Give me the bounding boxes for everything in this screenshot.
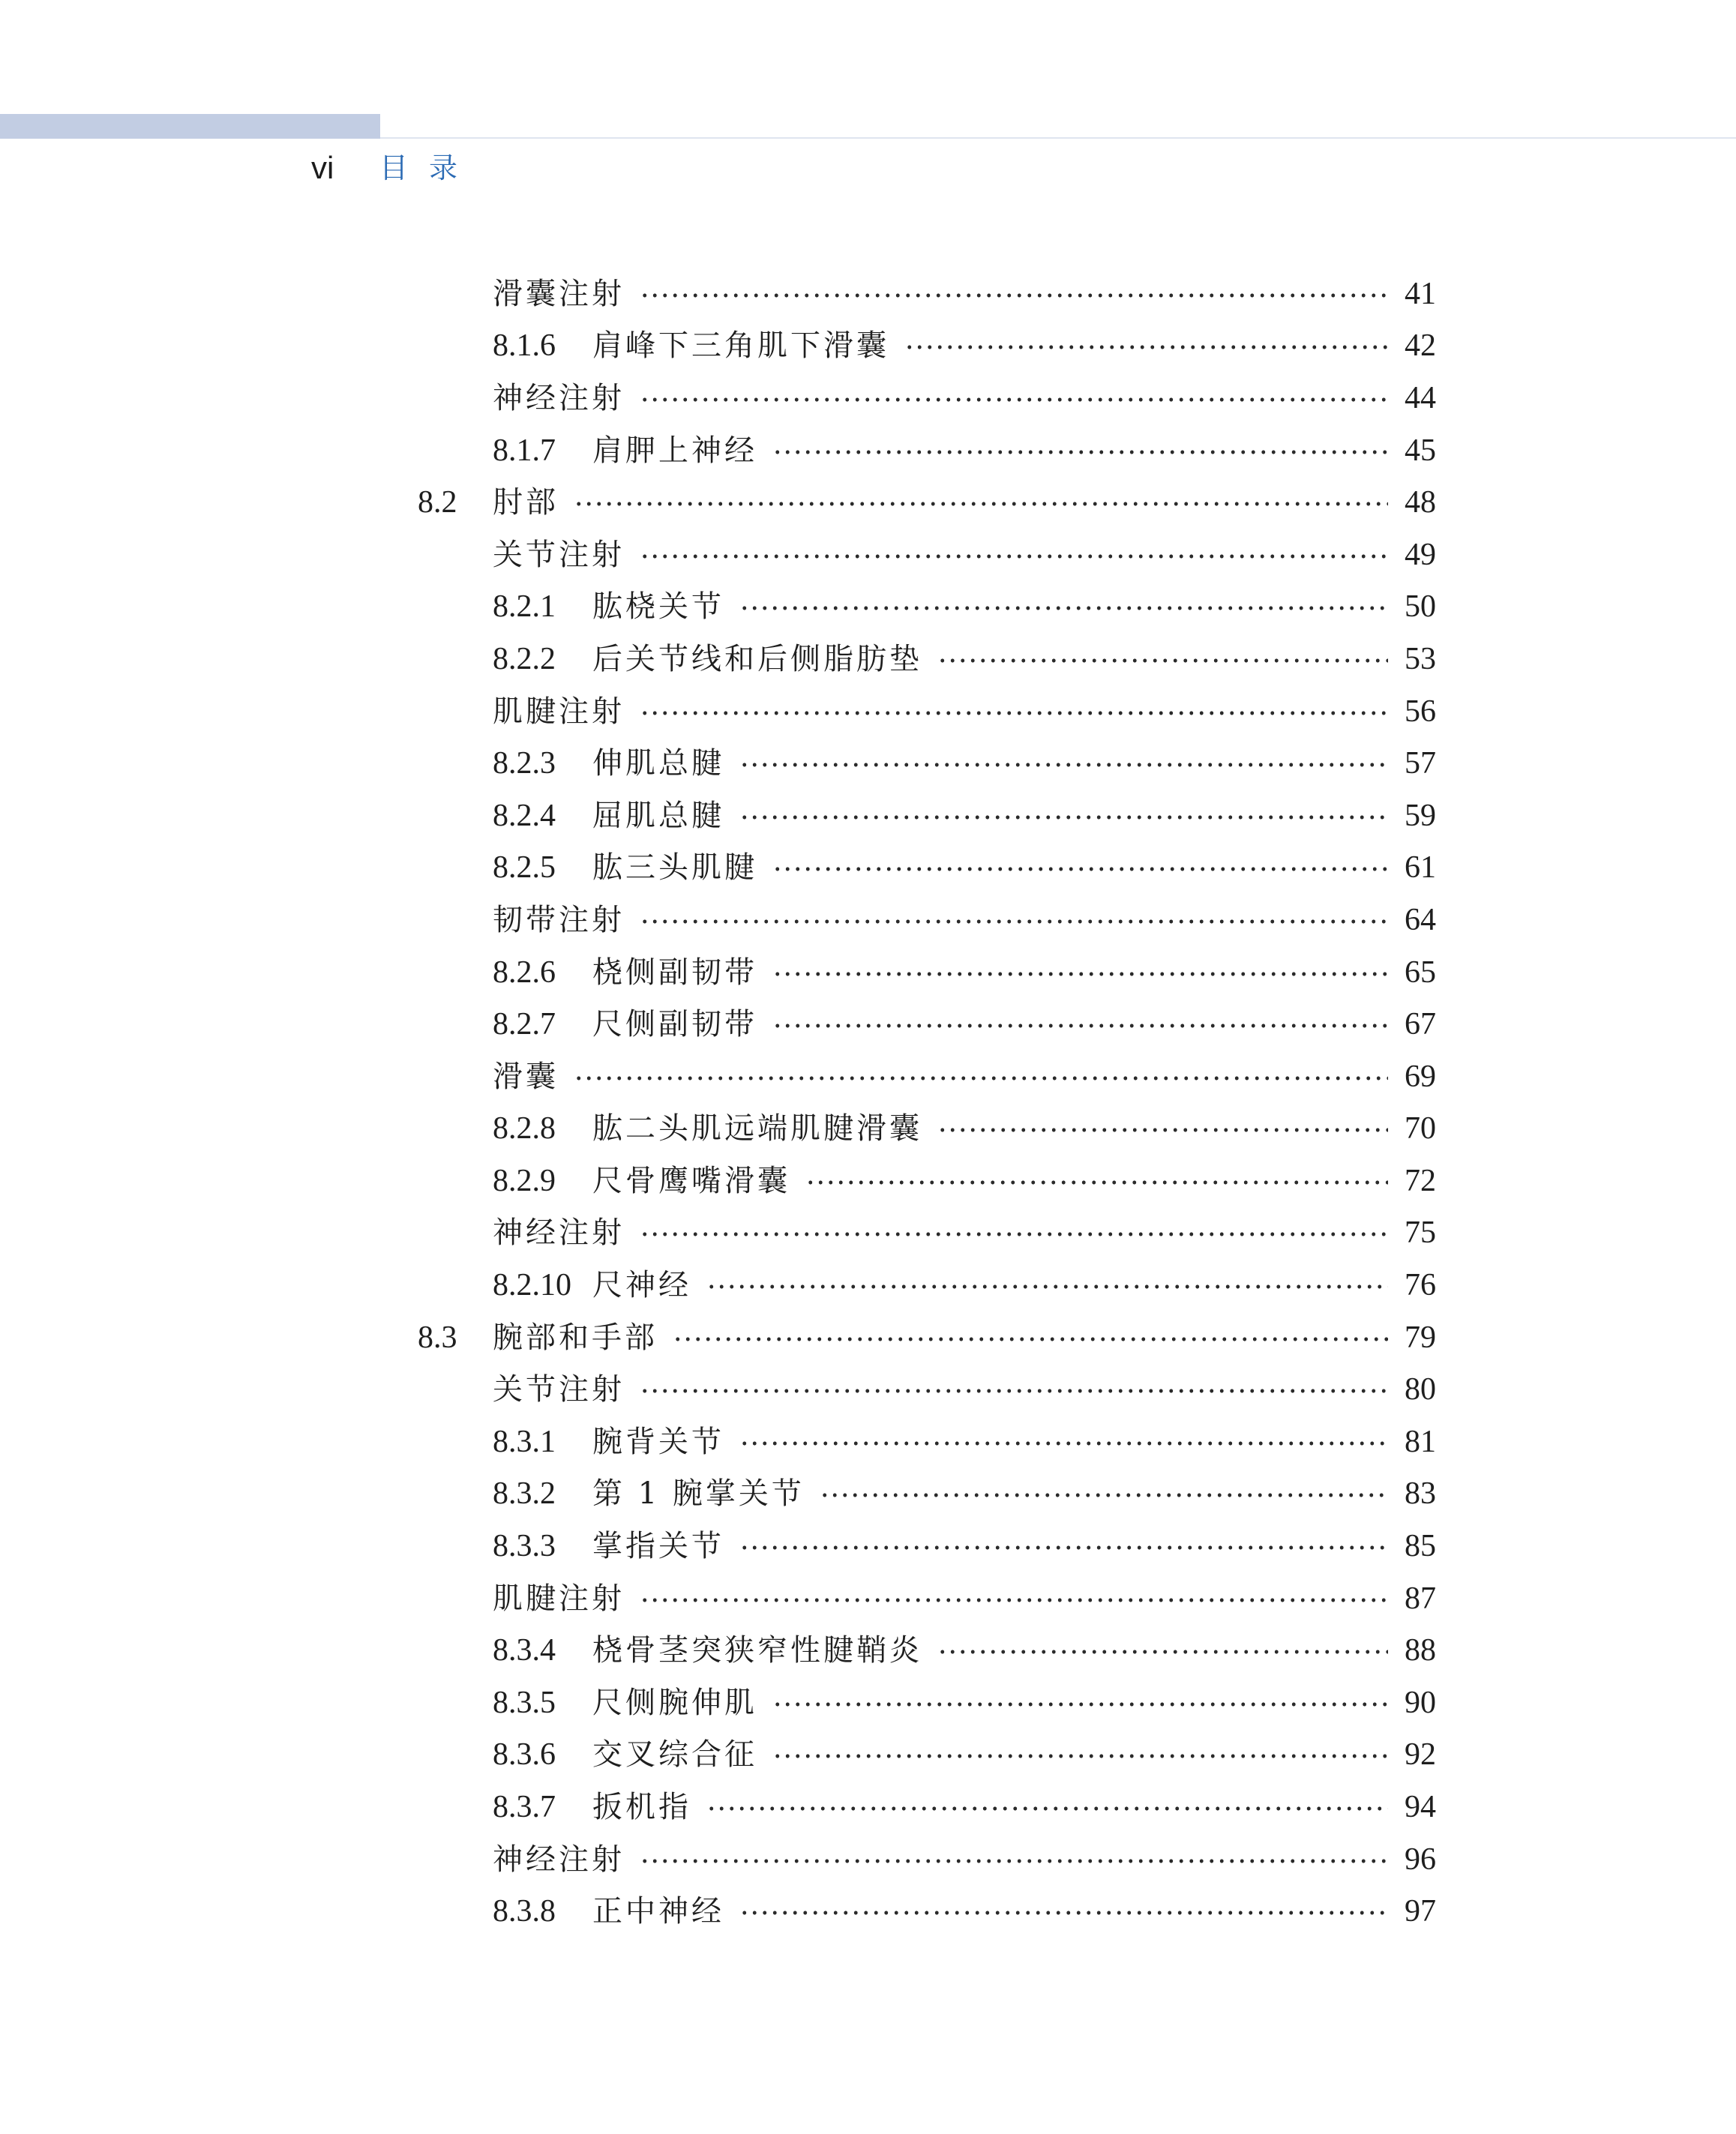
toc-entry-page: 53: [1405, 641, 1436, 676]
toc-entry-number: 8.2.1: [493, 589, 556, 625]
dot-leader: [805, 1180, 1388, 1185]
dot-leader: [640, 293, 1388, 298]
toc-entry-number: 8.3.3: [493, 1529, 556, 1564]
table-of-contents: [0, 268, 1736, 1938]
toc-entry-number: 8.3.2: [493, 1476, 556, 1512]
toc-entry-title: 韧带注射: [493, 902, 625, 937]
toc-entry-page: 76: [1405, 1268, 1436, 1303]
toc-entry[interactable]: [0, 1729, 1736, 1782]
page-number: vi: [311, 150, 334, 185]
toc-entry[interactable]: [0, 998, 1736, 1051]
toc-entry[interactable]: [0, 1624, 1736, 1677]
toc-entry[interactable]: [0, 790, 1736, 842]
toc-entry[interactable]: [0, 320, 1736, 373]
toc-entry-title: 滑囊: [493, 1059, 559, 1094]
toc-entry-title: 肘部: [493, 485, 559, 520]
toc-entry-page: 90: [1405, 1685, 1436, 1720]
toc-entry-page: 72: [1405, 1163, 1436, 1198]
toc-entry-title: 肌腱注射: [493, 1581, 625, 1616]
toc-entry-title: 伸肌总腱: [592, 746, 724, 781]
toc-entry-page: 41: [1405, 276, 1436, 311]
toc-entry[interactable]: [0, 1833, 1736, 1886]
toc-entry-title: 交叉综合征: [592, 1737, 757, 1773]
toc-entry-title: 桡侧副韧带: [592, 955, 757, 990]
toc-entry-number: 8.2.5: [493, 850, 556, 886]
toc-entry[interactable]: [0, 1207, 1736, 1260]
toc-entry-number: 8.3.7: [493, 1790, 556, 1825]
toc-entry-number: 8.2.6: [493, 955, 556, 990]
toc-entry[interactable]: [0, 372, 1736, 424]
dot-leader: [640, 919, 1388, 924]
toc-entry-page: 50: [1405, 589, 1436, 625]
toc-entry-title: 肱三头肌腱: [592, 850, 757, 886]
dot-leader: [772, 1702, 1388, 1707]
toc-entry-title: 神经注射: [493, 380, 625, 415]
toc-entry-title: 尺侧副韧带: [592, 1007, 757, 1042]
toc-entry-number: 8.2.3: [493, 746, 556, 781]
toc-entry[interactable]: [0, 1885, 1736, 1938]
toc-entry-title: 腕部和手部: [493, 1320, 658, 1355]
dot-leader: [937, 1650, 1388, 1654]
toc-entry[interactable]: [0, 737, 1736, 790]
dot-leader: [772, 1024, 1388, 1028]
dot-leader: [640, 397, 1388, 402]
toc-entry-page: 88: [1405, 1633, 1436, 1668]
toc-entry-page: 59: [1405, 798, 1436, 833]
toc-entry-title: 肩峰下三角肌下滑囊: [592, 328, 889, 364]
toc-entry-title: 肱二头肌远端肌腱滑囊: [592, 1111, 922, 1146]
toc-entry-page: 87: [1405, 1581, 1436, 1616]
toc-entry[interactable]: [0, 1468, 1736, 1521]
toc-entry-page: 56: [1405, 694, 1436, 729]
toc-entry[interactable]: [0, 1416, 1736, 1468]
toc-entry-page: 92: [1405, 1737, 1436, 1773]
toc-entry-page: 79: [1405, 1320, 1436, 1355]
toc-entry-title: 神经注射: [493, 1215, 625, 1251]
dot-leader: [640, 1598, 1388, 1602]
toc-entry-number: 8.3.4: [493, 1633, 556, 1668]
toc-entry[interactable]: [0, 842, 1736, 895]
toc-entry-number: 8.2.7: [493, 1007, 556, 1042]
toc-entry[interactable]: [0, 1103, 1736, 1155]
toc-entry[interactable]: [0, 268, 1736, 320]
toc-entry-page: 85: [1405, 1529, 1436, 1564]
toc-entry-title: 扳机指: [592, 1790, 691, 1825]
toc-entry-number: 8.3: [418, 1320, 457, 1355]
toc-entry-page: 97: [1405, 1894, 1436, 1929]
toc-entry[interactable]: [0, 476, 1736, 529]
toc-entry[interactable]: [0, 633, 1736, 685]
toc-entry-page: 96: [1405, 1842, 1436, 1877]
toc-entry-title: 尺侧腕伸肌: [592, 1685, 757, 1720]
toc-entry-title: 第 1 腕掌关节: [592, 1476, 805, 1512]
dot-leader: [739, 815, 1388, 820]
dot-leader: [772, 972, 1388, 976]
dot-leader: [640, 1232, 1388, 1236]
toc-entry-number: 8.2.9: [493, 1163, 556, 1198]
toc-entry-page: 70: [1405, 1111, 1436, 1146]
toc-entry-title: 桡骨茎突狭窄性腱鞘炎: [592, 1633, 922, 1668]
dot-leader: [772, 450, 1388, 454]
toc-entry[interactable]: [0, 1677, 1736, 1729]
toc-entry-title: 肌腱注射: [493, 694, 625, 729]
toc-entry-number: 8.3.8: [493, 1894, 556, 1929]
toc-entry-title: 滑囊注射: [493, 276, 625, 311]
dot-leader: [739, 606, 1388, 610]
toc-entry[interactable]: [0, 894, 1736, 946]
toc-entry[interactable]: [0, 1259, 1736, 1311]
toc-entry-title: 掌指关节: [592, 1529, 724, 1564]
dot-leader: [772, 1754, 1388, 1758]
toc-entry-title: 神经注射: [493, 1842, 625, 1877]
toc-entry-number: 8.1.7: [493, 433, 556, 468]
dot-leader: [706, 1284, 1388, 1289]
toc-entry-number: 8.3.1: [493, 1424, 556, 1459]
toc-entry[interactable]: [0, 946, 1736, 999]
toc-entry[interactable]: [0, 1311, 1736, 1364]
dot-leader: [772, 867, 1388, 871]
toc-entry[interactable]: [0, 1363, 1736, 1416]
toc-entry-number: 8.2.10: [493, 1268, 571, 1303]
dot-leader: [640, 1859, 1388, 1863]
dot-leader: [739, 1441, 1388, 1446]
toc-entry-page: 94: [1405, 1790, 1436, 1825]
toc-entry-number: 8.2: [418, 485, 457, 520]
toc-entry-title: 后关节线和后侧脂肪垫: [592, 641, 922, 676]
toc-entry-page: 69: [1405, 1059, 1436, 1094]
toc-entry-page: 75: [1405, 1215, 1436, 1251]
dot-leader: [673, 1337, 1388, 1341]
toc-entry[interactable]: [0, 529, 1736, 581]
toc-entry-title: 正中神经: [592, 1894, 724, 1929]
dot-leader: [706, 1806, 1388, 1811]
toc-entry-number: 8.3.5: [493, 1685, 556, 1720]
toc-entry-page: 64: [1405, 902, 1436, 937]
toc-entry-title: 关节注射: [493, 537, 625, 572]
toc-entry-title: 肱桡关节: [592, 589, 724, 625]
dot-leader: [739, 763, 1388, 767]
toc-entry[interactable]: [0, 685, 1736, 738]
dot-leader: [904, 345, 1388, 349]
toc-entry-title: 关节注射: [493, 1372, 625, 1407]
toc-entry-number: 8.2.8: [493, 1111, 556, 1146]
toc-entry-number: 8.2.4: [493, 798, 556, 833]
toc-entry-page: 49: [1405, 537, 1436, 572]
toc-entry[interactable]: [0, 1520, 1736, 1572]
toc-entry-page: 65: [1405, 955, 1436, 990]
toc-entry-title: 尺骨鹰嘴滑囊: [592, 1163, 790, 1198]
toc-entry-title: 肩胛上神经: [592, 433, 757, 468]
dot-leader: [640, 1389, 1388, 1393]
toc-entry-page: 81: [1405, 1424, 1436, 1459]
toc-entry-page: 42: [1405, 328, 1436, 364]
toc-entry[interactable]: [0, 1155, 1736, 1207]
dot-leader: [640, 554, 1388, 559]
toc-entry-page: 83: [1405, 1476, 1436, 1512]
header-rule: [380, 137, 1736, 139]
dot-leader: [820, 1493, 1388, 1497]
dot-leader: [937, 658, 1388, 663]
toc-entry-page: 61: [1405, 850, 1436, 886]
toc-entry-number: 8.2.2: [493, 641, 556, 676]
header-color-band: [0, 114, 380, 139]
toc-entry-page: 80: [1405, 1372, 1436, 1407]
dot-leader: [937, 1128, 1388, 1132]
toc-entry[interactable]: [0, 581, 1736, 634]
dot-leader: [739, 1911, 1388, 1915]
toc-entry[interactable]: [0, 1572, 1736, 1625]
toc-entry-page: 45: [1405, 433, 1436, 468]
toc-entry[interactable]: [0, 1051, 1736, 1103]
dot-leader: [574, 502, 1388, 506]
dot-leader: [574, 1076, 1388, 1080]
toc-entry-page: 48: [1405, 485, 1436, 520]
toc-entry[interactable]: [0, 424, 1736, 477]
toc-entry-number: 8.1.6: [493, 328, 556, 364]
toc-entry-page: 67: [1405, 1007, 1436, 1042]
toc-entry-page: 57: [1405, 746, 1436, 781]
dot-leader: [640, 711, 1388, 715]
toc-entry-title: 腕背关节: [592, 1424, 724, 1459]
toc-entry-number: 8.3.6: [493, 1737, 556, 1773]
running-title: 目录: [379, 151, 479, 184]
toc-entry-page: 44: [1405, 380, 1436, 415]
toc-entry-title: 尺神经: [592, 1268, 691, 1303]
toc-entry-title: 屈肌总腱: [592, 798, 724, 833]
toc-entry[interactable]: [0, 1781, 1736, 1833]
dot-leader: [739, 1545, 1388, 1550]
